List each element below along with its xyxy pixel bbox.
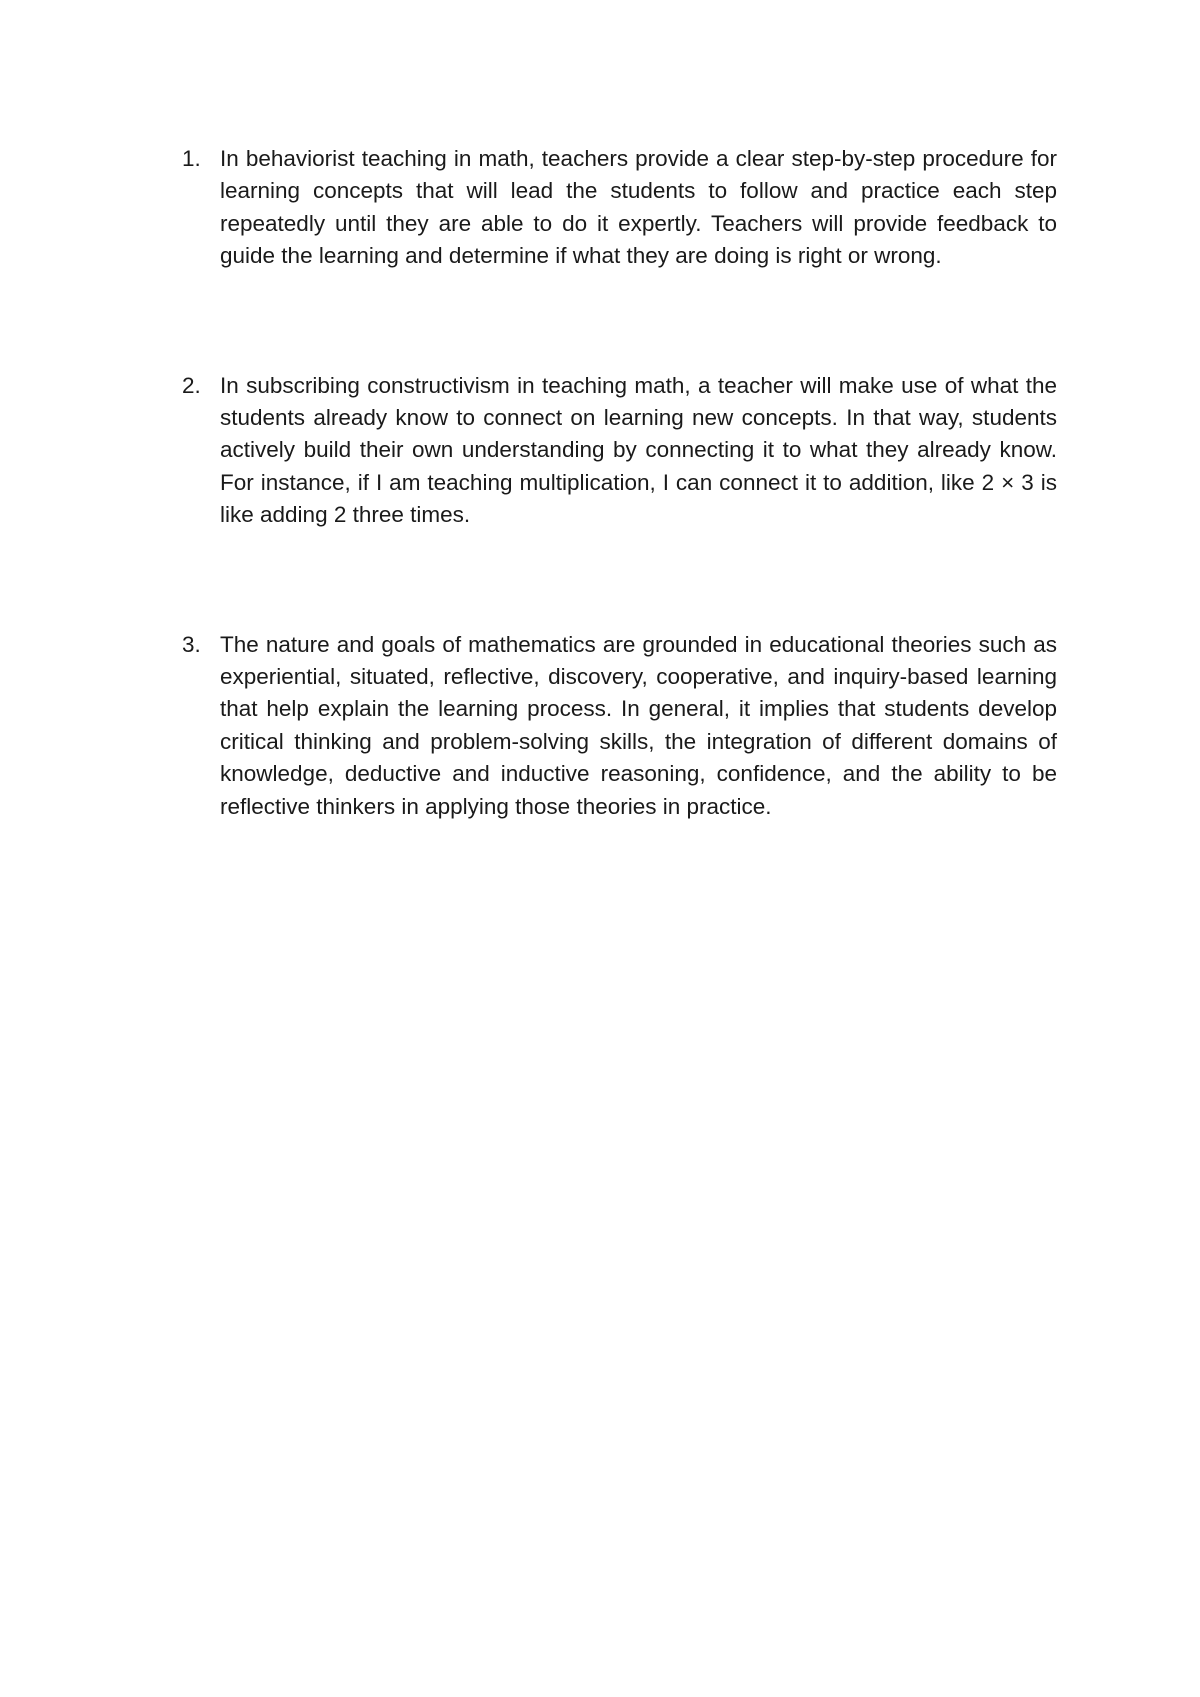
list-item-number: 2. bbox=[182, 372, 201, 398]
list-item-number: 3. bbox=[182, 631, 201, 657]
list-item bbox=[182, 629, 1057, 823]
list-item-text: In behaviorist teaching in math, teachers provide a clear step-by-step procedure for learning concepts that will lead the students to follow and practice each step repeatedly until they are able to do it expertly. Teachers will provide feedback to guide the learning and determine if what they are doing is right or wrong. bbox=[220, 146, 1057, 269]
numbered-list bbox=[182, 143, 1057, 823]
list-item-number: 1. bbox=[182, 146, 201, 171]
list-item bbox=[182, 370, 1057, 532]
list-item bbox=[182, 143, 1057, 273]
list-item-text: The nature and goals of mathematics are grounded in educational theories such as experiential, situated, reflective, discovery, cooperative, and inquiry-based learning that help explain the learning process. In general, it implies that students develop critical thinking and problem-solving skills, the integration of different domains of knowledge, deductive and inductive reasoning, confidence, and the ability to be reflective thinkers in applying those theories in practice. bbox=[220, 631, 1057, 819]
list-item-text: In subscribing constructivism in teaching math, a teacher will make use of what the students already know to connect on learning new concepts. In that way, students actively build their own understanding by connecting it to what they already know. For instance, if I am teaching multiplication, I can connect it to addition, like 2 × 3 is like adding 2 three times. bbox=[220, 372, 1057, 528]
